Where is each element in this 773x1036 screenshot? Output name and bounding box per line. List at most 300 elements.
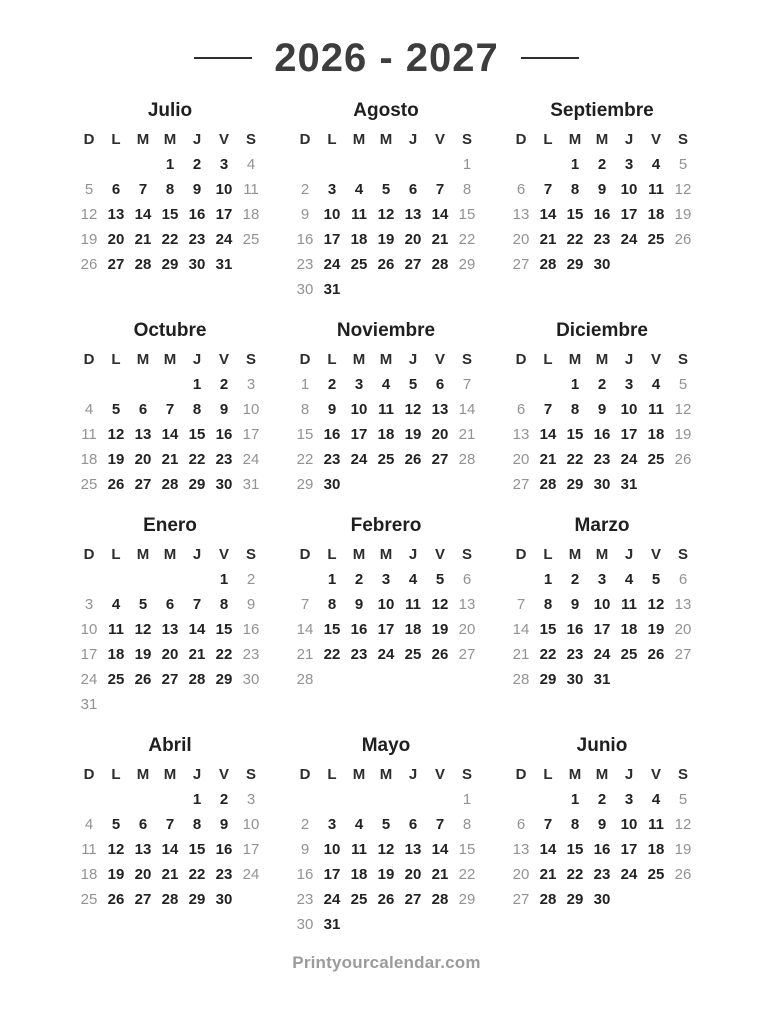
- date-cell: 27: [431, 451, 449, 468]
- date-cell: 8: [192, 816, 202, 833]
- date-cell: 18: [107, 646, 125, 663]
- date-cell: 5: [678, 376, 688, 393]
- date-cell: 9: [300, 841, 310, 858]
- date-cell: 21: [161, 451, 179, 468]
- date-cell: 22: [188, 451, 206, 468]
- date-cell: 26: [431, 646, 449, 663]
- date-cell: 18: [647, 841, 665, 858]
- week-row: [76, 642, 265, 667]
- month-block-julio: [76, 98, 265, 277]
- empty-cell: [346, 912, 373, 937]
- date-cell: 9: [327, 401, 337, 418]
- date-cell: 9: [597, 181, 607, 198]
- month-block-octubre: [76, 318, 265, 497]
- date-cell: 2: [570, 571, 580, 588]
- date-cell: 22: [161, 231, 179, 248]
- empty-cell: [346, 787, 373, 812]
- date-cell: 5: [435, 571, 445, 588]
- day-header-cell: V: [650, 766, 661, 783]
- date-cell: 4: [354, 181, 364, 198]
- date-cell: 13: [134, 841, 152, 858]
- date-cell: 24: [593, 646, 611, 663]
- day-header-cell: D: [515, 546, 527, 563]
- date-cell: 9: [597, 401, 607, 418]
- date-cell: 24: [242, 451, 260, 468]
- date-cell: 14: [539, 841, 557, 858]
- date-cell: 23: [593, 866, 611, 883]
- date-cell: 8: [570, 816, 580, 833]
- date-cell: 30: [242, 671, 260, 688]
- day-header-cell: M: [379, 351, 393, 368]
- empty-cell: [103, 567, 130, 592]
- date-cell: 8: [462, 816, 472, 833]
- empty-cell: [535, 152, 562, 177]
- empty-cell: [508, 567, 535, 592]
- day-header-cell: M: [379, 131, 393, 148]
- date-cell: 21: [539, 866, 557, 883]
- week-row: [292, 812, 481, 837]
- date-cell: 5: [381, 181, 391, 198]
- date-cell: 10: [620, 181, 638, 198]
- date-cell: 25: [647, 231, 665, 248]
- date-cell: 25: [80, 891, 98, 908]
- week-row: [76, 592, 265, 617]
- date-cell: 3: [381, 571, 391, 588]
- date-cell: 29: [215, 671, 233, 688]
- date-cell: 4: [651, 791, 661, 808]
- week-row: [292, 787, 481, 812]
- week-row: [76, 252, 265, 277]
- date-cell: 6: [138, 401, 148, 418]
- date-cell: 17: [620, 426, 638, 443]
- day-header-cell: M: [379, 766, 393, 783]
- date-cell: 27: [512, 476, 530, 493]
- empty-cell: [76, 567, 103, 592]
- day-header-cell: L: [543, 351, 553, 368]
- empty-cell: [130, 152, 157, 177]
- date-cell: 3: [246, 376, 256, 393]
- date-cell: 9: [300, 206, 310, 223]
- week-row: [508, 667, 697, 692]
- date-cell: 24: [323, 891, 341, 908]
- month-name: Julio: [147, 100, 193, 121]
- empty-cell: [535, 787, 562, 812]
- date-cell: 6: [408, 816, 418, 833]
- date-cell: 15: [458, 841, 476, 858]
- date-cell: 30: [188, 256, 206, 273]
- date-cell: 1: [543, 571, 553, 588]
- date-cell: 17: [377, 621, 395, 638]
- empty-cell: [103, 692, 130, 717]
- date-cell: 6: [435, 376, 445, 393]
- date-cell: 2: [597, 791, 607, 808]
- date-cell: 31: [242, 476, 260, 493]
- date-cell: 13: [107, 206, 125, 223]
- month-block-febrero: [292, 513, 481, 692]
- empty-cell: [319, 667, 346, 692]
- date-cell: 26: [674, 866, 692, 883]
- week-row: [292, 617, 481, 642]
- day-header-cell: M: [136, 351, 150, 368]
- date-cell: 21: [539, 451, 557, 468]
- day-header-cell: V: [218, 131, 229, 148]
- date-cell: 5: [111, 816, 121, 833]
- day-header-cell: S: [461, 351, 472, 368]
- day-header-cell: M: [568, 351, 582, 368]
- date-cell: 26: [404, 451, 422, 468]
- date-cell: 16: [242, 621, 260, 638]
- date-cell: 28: [539, 891, 557, 908]
- date-cell: 8: [165, 181, 175, 198]
- day-header-cell: M: [595, 131, 609, 148]
- date-cell: 26: [107, 891, 125, 908]
- date-cell: 1: [570, 156, 580, 173]
- day-header-cell: M: [136, 131, 150, 148]
- day-header-row: [76, 127, 265, 152]
- day-header-cell: L: [327, 546, 337, 563]
- date-cell: 24: [620, 866, 638, 883]
- date-cell: 3: [327, 816, 337, 833]
- date-cell: 17: [80, 646, 98, 663]
- empty-cell: [427, 152, 454, 177]
- date-cell: 2: [327, 376, 337, 393]
- date-cell: 15: [188, 841, 206, 858]
- empty-cell: [130, 692, 157, 717]
- date-cell: 31: [80, 696, 98, 713]
- date-cell: 25: [242, 231, 260, 248]
- day-header-cell: M: [595, 546, 609, 563]
- date-cell: 6: [516, 401, 526, 418]
- date-cell: 5: [678, 791, 688, 808]
- date-cell: 7: [435, 816, 445, 833]
- day-header-cell: L: [327, 351, 337, 368]
- week-row: [508, 252, 697, 277]
- date-cell: 18: [404, 621, 422, 638]
- date-cell: 24: [620, 451, 638, 468]
- date-cell: 28: [188, 671, 206, 688]
- week-row: [76, 862, 265, 887]
- day-header-cell: L: [111, 766, 121, 783]
- date-cell: 22: [566, 451, 584, 468]
- date-cell: 17: [593, 621, 611, 638]
- day-header-cell: S: [245, 351, 256, 368]
- date-cell: 1: [192, 791, 202, 808]
- date-cell: 20: [404, 231, 422, 248]
- date-cell: 5: [651, 571, 661, 588]
- date-cell: 4: [111, 596, 121, 613]
- empty-cell: [427, 667, 454, 692]
- date-cell: 14: [539, 206, 557, 223]
- month-name: Septiembre: [550, 100, 654, 121]
- month-block-agosto: [292, 98, 481, 302]
- date-cell: 30: [215, 891, 233, 908]
- date-cell: 3: [624, 376, 634, 393]
- date-cell: 25: [107, 671, 125, 688]
- empty-cell: [373, 472, 400, 497]
- week-row: [508, 472, 697, 497]
- date-cell: 18: [350, 231, 368, 248]
- day-header-row: [292, 762, 481, 787]
- date-cell: 18: [80, 866, 98, 883]
- date-cell: 15: [539, 621, 557, 638]
- day-header-cell: S: [677, 766, 688, 783]
- empty-cell: [427, 787, 454, 812]
- date-cell: 21: [512, 646, 530, 663]
- date-cell: 6: [678, 571, 688, 588]
- date-cell: 20: [512, 451, 530, 468]
- date-cell: 10: [80, 621, 98, 638]
- date-cell: 5: [111, 401, 121, 418]
- date-cell: 23: [242, 646, 260, 663]
- date-cell: 19: [674, 206, 692, 223]
- date-cell: 8: [570, 181, 580, 198]
- week-row: [508, 372, 697, 397]
- date-cell: 5: [408, 376, 418, 393]
- empty-cell: [157, 567, 184, 592]
- calendar-grid: [76, 98, 698, 937]
- date-cell: 30: [593, 256, 611, 273]
- date-cell: 31: [323, 281, 341, 298]
- month-block-septiembre: [508, 98, 697, 277]
- date-cell: 26: [377, 256, 395, 273]
- date-cell: 29: [161, 256, 179, 273]
- day-header-cell: M: [568, 131, 582, 148]
- empty-cell: [103, 787, 130, 812]
- date-cell: 31: [593, 671, 611, 688]
- day-header-cell: M: [595, 351, 609, 368]
- date-cell: 10: [242, 816, 260, 833]
- day-header-cell: L: [543, 546, 553, 563]
- day-header-cell: V: [218, 351, 229, 368]
- date-cell: 22: [458, 866, 476, 883]
- week-row: [292, 152, 481, 177]
- date-cell: 2: [192, 156, 202, 173]
- week-row: [76, 667, 265, 692]
- date-cell: 18: [80, 451, 98, 468]
- date-cell: 12: [431, 596, 449, 613]
- date-cell: 24: [377, 646, 395, 663]
- date-cell: 11: [351, 206, 367, 223]
- date-cell: 20: [431, 426, 449, 443]
- date-cell: 10: [323, 841, 341, 858]
- date-cell: 6: [138, 816, 148, 833]
- date-cell: 14: [296, 621, 314, 638]
- date-cell: 22: [566, 231, 584, 248]
- date-cell: 30: [593, 891, 611, 908]
- month-row: [76, 318, 698, 497]
- day-header-cell: D: [83, 766, 95, 783]
- empty-cell: [319, 787, 346, 812]
- week-row: [76, 422, 265, 447]
- date-cell: 13: [512, 426, 530, 443]
- date-cell: 28: [134, 256, 152, 273]
- date-cell: 20: [134, 451, 152, 468]
- date-cell: 13: [404, 206, 422, 223]
- day-header-cell: M: [568, 766, 582, 783]
- month-name: Abril: [148, 735, 192, 756]
- week-row: [508, 787, 697, 812]
- date-cell: 6: [516, 181, 526, 198]
- empty-cell: [76, 372, 103, 397]
- date-cell: 15: [296, 426, 314, 443]
- date-cell: 29: [539, 671, 557, 688]
- empty-cell: [346, 277, 373, 302]
- calendar-page: [0, 36, 773, 1036]
- week-row: [508, 862, 697, 887]
- date-cell: 21: [431, 231, 449, 248]
- empty-cell: [292, 787, 319, 812]
- week-row: [292, 862, 481, 887]
- empty-cell: [454, 472, 481, 497]
- empty-cell: [346, 667, 373, 692]
- date-cell: 16: [593, 206, 611, 223]
- week-row: [76, 372, 265, 397]
- date-cell: 24: [350, 451, 368, 468]
- day-header-cell: D: [515, 766, 527, 783]
- day-header-cell: V: [650, 546, 661, 563]
- date-cell: 27: [107, 256, 125, 273]
- empty-cell: [103, 152, 130, 177]
- day-header-cell: M: [352, 131, 366, 148]
- empty-cell: [670, 472, 697, 497]
- month-row: [76, 733, 698, 937]
- title-line-right: [521, 57, 579, 59]
- day-header-row: [76, 347, 265, 372]
- date-cell: 15: [566, 426, 584, 443]
- day-header-cell: J: [192, 766, 202, 783]
- day-header-cell: L: [543, 766, 553, 783]
- week-row: [292, 472, 481, 497]
- date-cell: 10: [242, 401, 260, 418]
- date-cell: 12: [674, 816, 692, 833]
- empty-cell: [670, 667, 697, 692]
- week-row: [76, 812, 265, 837]
- day-header-cell: M: [136, 546, 150, 563]
- day-header-cell: J: [408, 131, 418, 148]
- date-cell: 29: [566, 891, 584, 908]
- day-header-cell: S: [461, 546, 472, 563]
- day-header-cell: D: [515, 351, 527, 368]
- month-block-enero: [76, 513, 265, 717]
- month-name: Enero: [143, 515, 197, 536]
- date-cell: 22: [323, 646, 341, 663]
- date-cell: 19: [431, 621, 449, 638]
- date-cell: 28: [296, 671, 314, 688]
- day-header-cell: J: [192, 131, 202, 148]
- date-cell: 12: [80, 206, 98, 223]
- empty-cell: [508, 787, 535, 812]
- date-cell: 7: [165, 401, 175, 418]
- date-cell: 27: [161, 671, 179, 688]
- day-header-cell: L: [327, 131, 337, 148]
- date-cell: 13: [674, 596, 692, 613]
- date-cell: 18: [647, 426, 665, 443]
- date-cell: 7: [543, 816, 553, 833]
- week-row: [76, 447, 265, 472]
- date-cell: 12: [404, 401, 422, 418]
- day-header-cell: L: [327, 766, 337, 783]
- date-cell: 5: [678, 156, 688, 173]
- date-cell: 30: [593, 476, 611, 493]
- date-cell: 25: [350, 891, 368, 908]
- week-row: [76, 152, 265, 177]
- empty-cell: [157, 787, 184, 812]
- date-cell: 7: [192, 596, 202, 613]
- day-header-row: [508, 127, 697, 152]
- date-cell: 31: [215, 256, 233, 273]
- date-cell: 20: [458, 621, 476, 638]
- date-cell: 11: [648, 401, 664, 418]
- week-row: [292, 567, 481, 592]
- date-cell: 14: [161, 841, 179, 858]
- week-row: [508, 152, 697, 177]
- empty-cell: [427, 912, 454, 937]
- date-cell: 13: [512, 841, 530, 858]
- date-cell: 16: [215, 426, 233, 443]
- day-header-cell: M: [163, 351, 177, 368]
- date-cell: 3: [246, 791, 256, 808]
- date-cell: 20: [134, 866, 152, 883]
- empty-cell: [400, 787, 427, 812]
- date-cell: 19: [377, 231, 395, 248]
- date-cell: 27: [404, 891, 422, 908]
- date-cell: 16: [188, 206, 206, 223]
- empty-cell: [373, 667, 400, 692]
- year-header: [0, 36, 773, 80]
- week-row: [292, 592, 481, 617]
- empty-cell: [400, 277, 427, 302]
- date-cell: 29: [458, 891, 476, 908]
- date-cell: 21: [296, 646, 314, 663]
- empty-cell: [130, 567, 157, 592]
- date-cell: 8: [300, 401, 310, 418]
- date-cell: 1: [570, 376, 580, 393]
- date-cell: 20: [107, 231, 125, 248]
- day-header-cell: M: [352, 351, 366, 368]
- date-cell: 4: [246, 156, 256, 173]
- empty-cell: [508, 152, 535, 177]
- empty-cell: [400, 152, 427, 177]
- empty-cell: [670, 887, 697, 912]
- day-header-row: [292, 347, 481, 372]
- day-header-cell: J: [624, 131, 634, 148]
- date-cell: 21: [458, 426, 476, 443]
- day-header-cell: D: [83, 131, 95, 148]
- week-row: [508, 592, 697, 617]
- month-name: Mayo: [361, 735, 411, 756]
- date-cell: 28: [539, 476, 557, 493]
- date-cell: 19: [107, 866, 125, 883]
- date-cell: 1: [219, 571, 229, 588]
- date-cell: 10: [593, 596, 611, 613]
- date-cell: 18: [377, 426, 395, 443]
- date-cell: 17: [323, 866, 341, 883]
- date-cell: 25: [620, 646, 638, 663]
- empty-cell: [508, 372, 535, 397]
- date-cell: 17: [215, 206, 233, 223]
- day-header-row: [508, 762, 697, 787]
- week-row: [508, 812, 697, 837]
- week-row: [76, 617, 265, 642]
- date-cell: 4: [354, 816, 364, 833]
- date-cell: 7: [543, 181, 553, 198]
- week-row: [76, 787, 265, 812]
- date-cell: 29: [296, 476, 314, 493]
- month-name: Marzo: [574, 515, 630, 536]
- date-cell: 9: [192, 181, 202, 198]
- date-cell: 19: [80, 231, 98, 248]
- day-header-cell: M: [136, 766, 150, 783]
